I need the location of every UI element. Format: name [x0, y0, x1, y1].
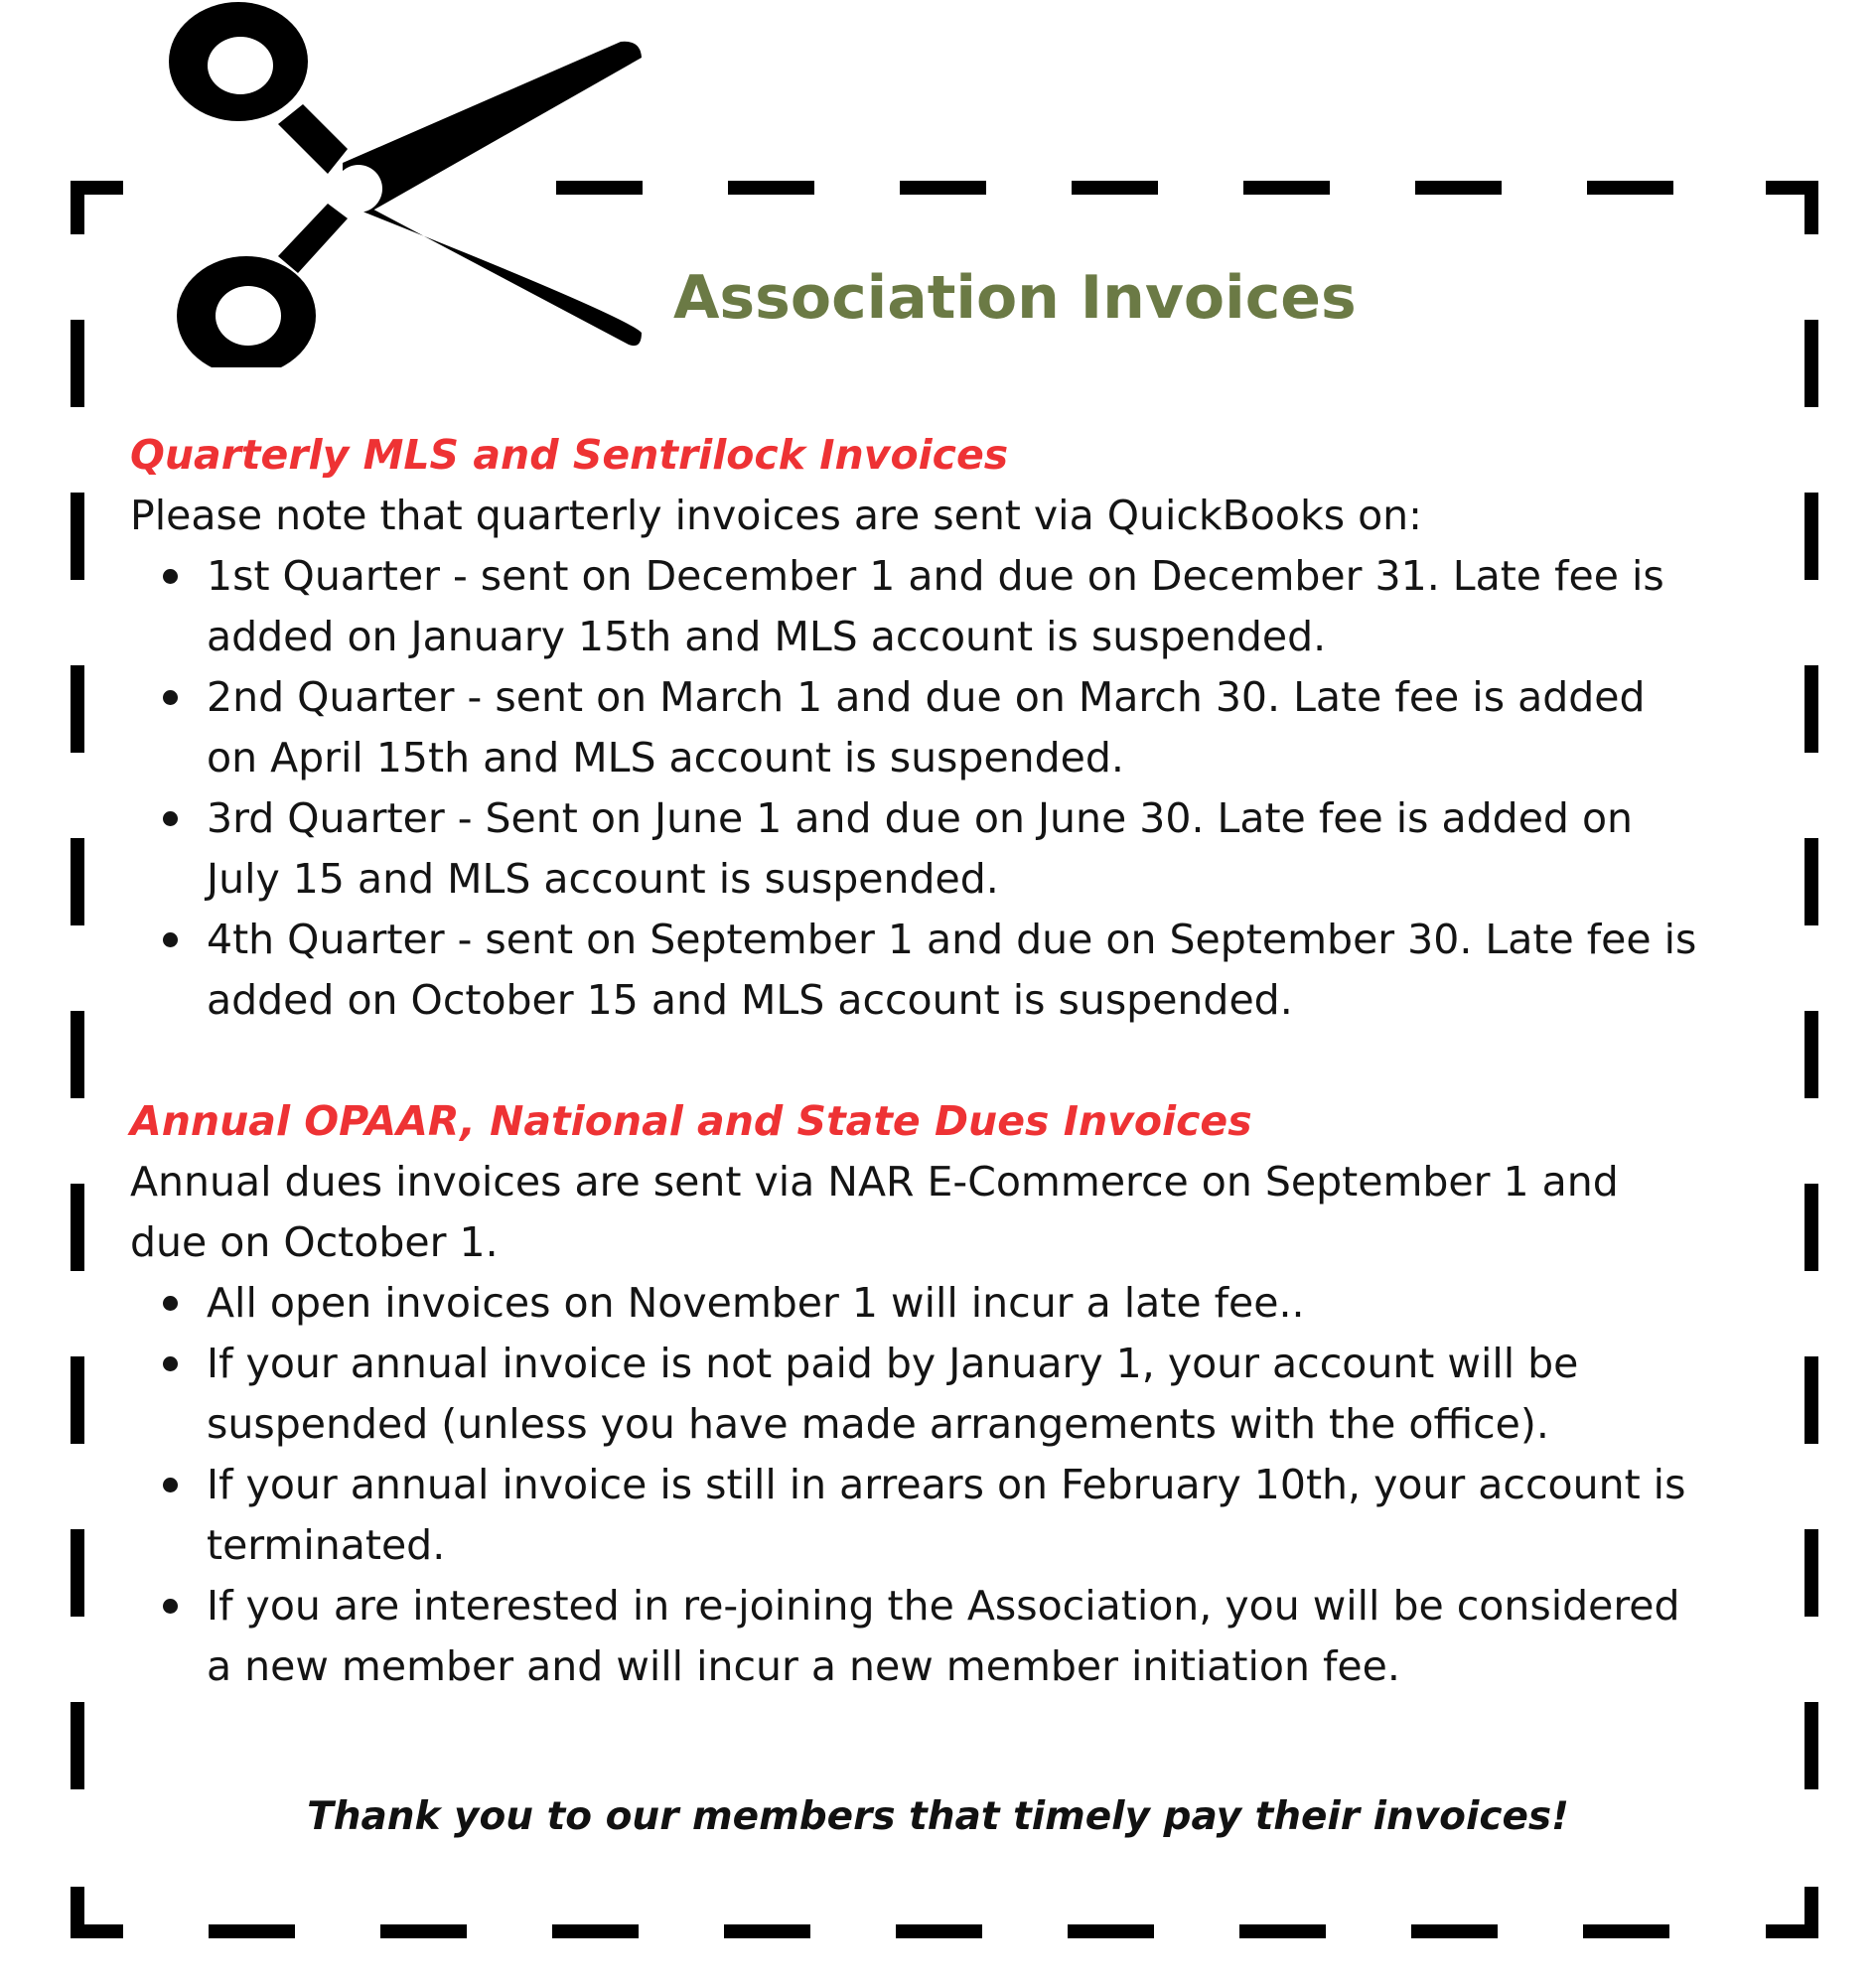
- border-dash-top: [728, 181, 814, 195]
- list-item: [130, 1455, 1769, 1576]
- invoice-content: [130, 425, 1769, 1697]
- bullet-text-line: suspended (unless you have made arrangements with the office).: [207, 1400, 1549, 1448]
- intro-line: Please note that quarterly invoices are sent via QuickBooks on:: [130, 492, 1422, 539]
- bullet-text-line: 4th Quarter - sent on September 1 and due on September 30. Late fee is: [207, 916, 1697, 963]
- bullet-dot: [163, 1356, 178, 1371]
- bullet-text-line: terminated.: [207, 1521, 446, 1569]
- bullet-text-line: All open invoices on November 1 will incur a late fee..: [207, 1279, 1305, 1327]
- bullet-text-line: If your annual invoice is not paid by January 1, your account will be: [207, 1340, 1579, 1387]
- border-dash-bottom: [1239, 1924, 1326, 1938]
- border-dash-top: [1587, 181, 1673, 195]
- border-dash-left: [71, 838, 84, 925]
- closing-message: Thank you to our members that timely pay their invoices!: [307, 1794, 1569, 1839]
- border-dash-right: [1804, 1011, 1818, 1098]
- section-spacer: [130, 1031, 1769, 1091]
- bullet-text-line: 3rd Quarter - Sent on June 1 and due on June 30. Late fee is added on: [207, 794, 1634, 842]
- list-item: [130, 910, 1769, 1031]
- border-dash-bottom: [896, 1924, 982, 1938]
- bullet-text-line: added on January 15th and MLS account is suspended.: [207, 613, 1327, 660]
- intro-line: due on October 1.: [130, 1218, 499, 1266]
- border-corner-top-right: [1766, 181, 1818, 234]
- scissors-icon: [169, 0, 646, 367]
- section-heading: Quarterly MLS and Sentrilock Invoices: [130, 431, 1009, 479]
- border-dash-left: [71, 493, 84, 580]
- border-dash-bottom: [209, 1924, 295, 1938]
- border-dash-bottom: [1068, 1924, 1154, 1938]
- bullet-dot: [163, 690, 178, 705]
- border-dash-left: [71, 320, 84, 407]
- bullet-text-line: If you are interested in re-joining the Association, you will be considered: [207, 1582, 1680, 1630]
- border-corner-top-left: [71, 181, 123, 234]
- bullet-text-line: 1st Quarter - sent on December 1 and due on December 31. Late fee is: [207, 552, 1664, 600]
- border-dash-right: [1804, 1702, 1818, 1789]
- section-intro: [130, 486, 1769, 546]
- list-item: [130, 546, 1769, 667]
- section-heading: Annual OPAAR, National and State Dues Invoices: [130, 1097, 1252, 1145]
- quarterly-bullet-list: [130, 546, 1769, 1031]
- annual-bullet-list: [130, 1273, 1769, 1697]
- page-title: Association Invoices: [673, 263, 1357, 333]
- list-item: [130, 1334, 1769, 1455]
- border-dash-top: [900, 181, 986, 195]
- bullet-text-line: If your annual invoice is still in arrears on February 10th, your account is: [207, 1461, 1686, 1508]
- border-dash-bottom: [1583, 1924, 1669, 1938]
- bullet-text-line: July 15 and MLS account is suspended.: [207, 855, 999, 903]
- bullet-dot: [163, 932, 178, 947]
- list-item: [130, 1576, 1769, 1697]
- border-dash-right: [1804, 493, 1818, 580]
- list-item: [130, 667, 1769, 788]
- border-dash-left: [71, 1011, 84, 1098]
- border-dash-bottom: [380, 1924, 467, 1938]
- list-item: [130, 788, 1769, 910]
- border-dash-left: [71, 1184, 84, 1271]
- border-dash-left: [71, 1356, 84, 1444]
- border-dash-bottom: [552, 1924, 639, 1938]
- section-intro: [130, 1152, 1769, 1273]
- border-dash-bottom: [1411, 1924, 1498, 1938]
- border-corner-bottom-left: [71, 1887, 123, 1938]
- bullet-text-line: added on October 15 and MLS account is suspended.: [207, 976, 1293, 1024]
- border-corner-bottom-right: [1766, 1887, 1818, 1938]
- border-dash-right: [1804, 1529, 1818, 1617]
- bullet-dot: [163, 1478, 178, 1492]
- bullet-text-line: 2nd Quarter - sent on March 1 and due on March 30. Late fee is added: [207, 673, 1646, 721]
- border-dash-right: [1804, 838, 1818, 925]
- bullet-dot: [163, 811, 178, 826]
- border-dash-left: [71, 1529, 84, 1617]
- border-dash-right: [1804, 1184, 1818, 1271]
- bullet-dot: [163, 1599, 178, 1614]
- border-dash-bottom: [724, 1924, 810, 1938]
- border-dash-top: [1072, 181, 1158, 195]
- intro-line: Annual dues invoices are sent via NAR E-Commerce on September 1 and: [130, 1158, 1619, 1206]
- border-dash-left: [71, 1702, 84, 1789]
- border-dash-right: [1804, 1356, 1818, 1444]
- border-dash-right: [1804, 320, 1818, 407]
- bullet-dot: [163, 1296, 178, 1311]
- list-item: [130, 1273, 1769, 1334]
- bullet-text-line: on April 15th and MLS account is suspended.: [207, 734, 1124, 781]
- border-dash-top: [1243, 181, 1330, 195]
- border-dash-top: [1415, 181, 1502, 195]
- bullet-text-line: a new member and will incur a new member initiation fee.: [207, 1642, 1400, 1690]
- border-dash-left: [71, 665, 84, 753]
- bullet-dot: [163, 569, 178, 584]
- annual-dues-section: [130, 1091, 1769, 1697]
- quarterly-invoices-section: [130, 425, 1769, 1031]
- border-dash-right: [1804, 665, 1818, 753]
